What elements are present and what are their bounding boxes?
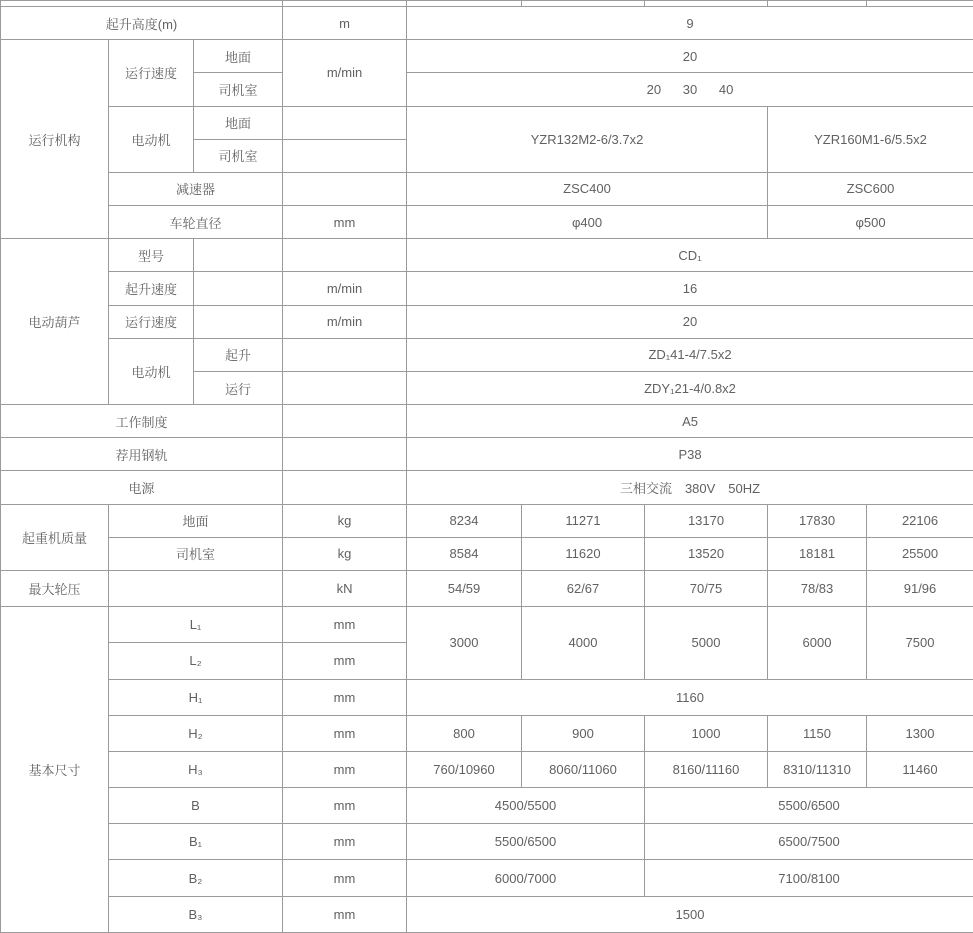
dim-l1-label: L₁ — [109, 607, 283, 643]
empty-unit-cell — [283, 371, 407, 404]
empty-cell — [194, 272, 283, 305]
hoist-motor-lift-value: ZD₁41-4/7.5x2 — [407, 338, 973, 371]
dim-unit: mm — [283, 751, 407, 787]
duty-label: 工作制度 — [1, 405, 283, 438]
crane-mass-unit: kg — [283, 504, 407, 537]
crane-mass-cab-value: 18181 — [768, 537, 867, 570]
dimensions-label: 基本尺寸 — [1, 607, 109, 933]
hoist-lift-speed-unit: m/min — [283, 272, 407, 305]
dim-h3-value: 8310/11310 — [768, 751, 867, 787]
power-label: 电源 — [1, 471, 283, 504]
lift-height-label: 起升高度(m) — [1, 7, 283, 40]
reducer-value-a: ZSC400 — [407, 172, 768, 205]
dim-b1-row — [1, 824, 973, 860]
crane-mass-ground-value: 8234 — [407, 504, 522, 537]
dim-l-value: 4000 — [522, 607, 645, 679]
empty-unit-cell — [283, 438, 407, 471]
empty-unit-cell — [283, 172, 407, 205]
hoist-travel-speed-value: 20 — [407, 305, 973, 338]
lift-height-value: 9 — [407, 7, 973, 40]
dim-b-value-b: 5500/6500 — [645, 788, 973, 824]
crane-mass-cab-value: 13520 — [645, 537, 768, 570]
travel-motor-value-b: YZR160M1-6/5.5x2 — [768, 106, 973, 172]
crane-mass-cab-label: 司机室 — [109, 537, 283, 570]
max-wheel-load-value: 70/75 — [645, 570, 768, 606]
dim-h2-value: 800 — [407, 715, 522, 751]
duty-row — [1, 405, 973, 438]
empty-cell — [194, 239, 283, 272]
empty-unit-cell — [283, 338, 407, 371]
wheel-dia-value-a: φ400 — [407, 206, 768, 239]
max-wheel-load-value: 54/59 — [407, 570, 522, 606]
crane-mass-cab-value: 11620 — [522, 537, 645, 570]
dim-b2-row — [1, 860, 973, 896]
max-wheel-load-value: 78/83 — [768, 570, 867, 606]
empty-unit-cell — [283, 471, 407, 504]
dim-b1-value-a: 5500/6500 — [407, 824, 645, 860]
wheel-dia-label: 车轮直径 — [109, 206, 283, 239]
crane-mass-unit: kg — [283, 537, 407, 570]
travel-motor-ground-row — [1, 106, 973, 139]
dim-l-value: 5000 — [645, 607, 768, 679]
hoist-model-label: 型号 — [109, 239, 194, 272]
dim-b-value-a: 4500/5500 — [407, 788, 645, 824]
crane-mass-cab-value: 25500 — [867, 537, 973, 570]
dim-b-row — [1, 788, 973, 824]
dim-h2-value: 1000 — [645, 715, 768, 751]
dim-l1-row — [1, 607, 973, 643]
empty-unit-cell — [283, 405, 407, 438]
dim-l-value: 6000 — [768, 607, 867, 679]
dim-b3-value: 1500 — [407, 896, 973, 932]
wheel-dia-value-b: φ500 — [768, 206, 973, 239]
dim-unit: mm — [283, 824, 407, 860]
travel-motor-value-a: YZR132M2-6/3.7x2 — [407, 106, 768, 172]
dim-h2-row — [1, 715, 973, 751]
max-wheel-load-label: 最大轮压 — [1, 570, 109, 606]
crane-mass-ground-row — [1, 504, 973, 537]
rail-label: 荐用钢轨 — [1, 438, 283, 471]
dim-h3-value: 11460 — [867, 751, 973, 787]
max-wheel-load-value: 62/67 — [522, 570, 645, 606]
hoist-model-value: CD₁ — [407, 239, 973, 272]
dim-h1-value: 1160 — [407, 679, 973, 715]
travel-motor-ground-label: 地面 — [194, 106, 283, 139]
dim-h3-value: 8060/11060 — [522, 751, 645, 787]
dim-b2-value-b: 7100/8100 — [645, 860, 973, 896]
dim-unit: mm — [283, 896, 407, 932]
empty-unit-cell — [283, 239, 407, 272]
dim-b-label: B — [109, 788, 283, 824]
hoist-travel-speed-unit: m/min — [283, 305, 407, 338]
dim-b1-label: B₁ — [109, 824, 283, 860]
hoist-motor-travel-value: ZDY₁21-4/0.8x2 — [407, 371, 973, 404]
hoist-travel-speed-label: 运行速度 — [109, 305, 194, 338]
max-wheel-load-value: 91/96 — [867, 570, 973, 606]
travel-speed-ground-row — [1, 40, 973, 73]
dim-l-value: 3000 — [407, 607, 522, 679]
crane-mass-ground-value: 11271 — [522, 504, 645, 537]
crane-mass-ground-label: 地面 — [109, 504, 283, 537]
dim-unit: mm — [283, 679, 407, 715]
lift-height-row — [1, 7, 973, 40]
hoist-label: 电动葫芦 — [1, 239, 109, 405]
crane-mass-ground-value: 17830 — [768, 504, 867, 537]
crane-mass-label: 起重机质量 — [1, 504, 109, 570]
dim-unit: mm — [283, 715, 407, 751]
rail-value: P38 — [407, 438, 973, 471]
reducer-row — [1, 172, 973, 205]
hoist-travel-speed-row — [1, 305, 973, 338]
empty-unit-cell — [283, 139, 407, 172]
hoist-model-row — [1, 239, 973, 272]
travel-speed-unit: m/min — [283, 40, 407, 106]
power-value: 三相交流 380V 50HZ — [407, 471, 973, 504]
dim-b3-row — [1, 896, 973, 932]
travel-speed-cab-value: 20 30 40 — [407, 73, 973, 106]
hoist-motor-travel-label: 运行 — [194, 371, 283, 404]
travel-speed-ground-label: 地面 — [194, 40, 283, 73]
dim-unit: mm — [283, 607, 407, 643]
dim-unit: mm — [283, 860, 407, 896]
empty-cell — [109, 570, 283, 606]
travel-speed-cab-label: 司机室 — [194, 73, 283, 106]
wheel-dia-row — [1, 206, 973, 239]
dim-b3-label: B₃ — [109, 896, 283, 932]
hoist-lift-speed-row — [1, 272, 973, 305]
dim-l-value: 7500 — [867, 607, 973, 679]
hoist-motor-lift-row — [1, 338, 973, 371]
dim-h2-value: 1150 — [768, 715, 867, 751]
dim-h3-label: H₃ — [109, 751, 283, 787]
hoist-lift-speed-value: 16 — [407, 272, 973, 305]
dim-h3-row — [1, 751, 973, 787]
empty-unit-cell — [283, 106, 407, 139]
wheel-dia-unit: mm — [283, 206, 407, 239]
empty-cell — [194, 305, 283, 338]
dim-h2-value: 1300 — [867, 715, 973, 751]
dim-h3-value: 760/10960 — [407, 751, 522, 787]
dim-h2-label: H₂ — [109, 715, 283, 751]
max-wheel-load-unit: kN — [283, 570, 407, 606]
dim-b1-value-b: 6500/7500 — [645, 824, 973, 860]
dim-h2-value: 900 — [522, 715, 645, 751]
crane-mass-cab-value: 8584 — [407, 537, 522, 570]
lift-height-unit: m — [283, 7, 407, 40]
duty-value: A5 — [407, 405, 973, 438]
hoist-motor-lift-label: 起升 — [194, 338, 283, 371]
reducer-value-b: ZSC600 — [768, 172, 973, 205]
crane-mass-ground-value: 13170 — [645, 504, 768, 537]
dim-b2-value-a: 6000/7000 — [407, 860, 645, 896]
travel-speed-ground-value: 20 — [407, 40, 973, 73]
travel-speed-label: 运行速度 — [109, 40, 194, 106]
dim-l2-label: L₂ — [109, 643, 283, 679]
travel-mech-label: 运行机构 — [1, 40, 109, 239]
crane-mass-ground-value: 22106 — [867, 504, 973, 537]
reducer-label: 减速器 — [109, 172, 283, 205]
travel-motor-cab-label: 司机室 — [194, 139, 283, 172]
crane-mass-cab-row — [1, 537, 973, 570]
power-row — [1, 471, 973, 504]
dim-h1-row — [1, 679, 973, 715]
dim-h3-value: 8160/11160 — [645, 751, 768, 787]
travel-motor-label: 电动机 — [109, 106, 194, 172]
hoist-motor-label: 电动机 — [109, 338, 194, 404]
max-wheel-load-row — [1, 570, 973, 606]
dim-h1-label: H₁ — [109, 679, 283, 715]
dim-unit: mm — [283, 643, 407, 679]
hoist-lift-speed-label: 起升速度 — [109, 272, 194, 305]
rail-row — [1, 438, 973, 471]
dim-b2-label: B₂ — [109, 860, 283, 896]
dim-unit: mm — [283, 788, 407, 824]
